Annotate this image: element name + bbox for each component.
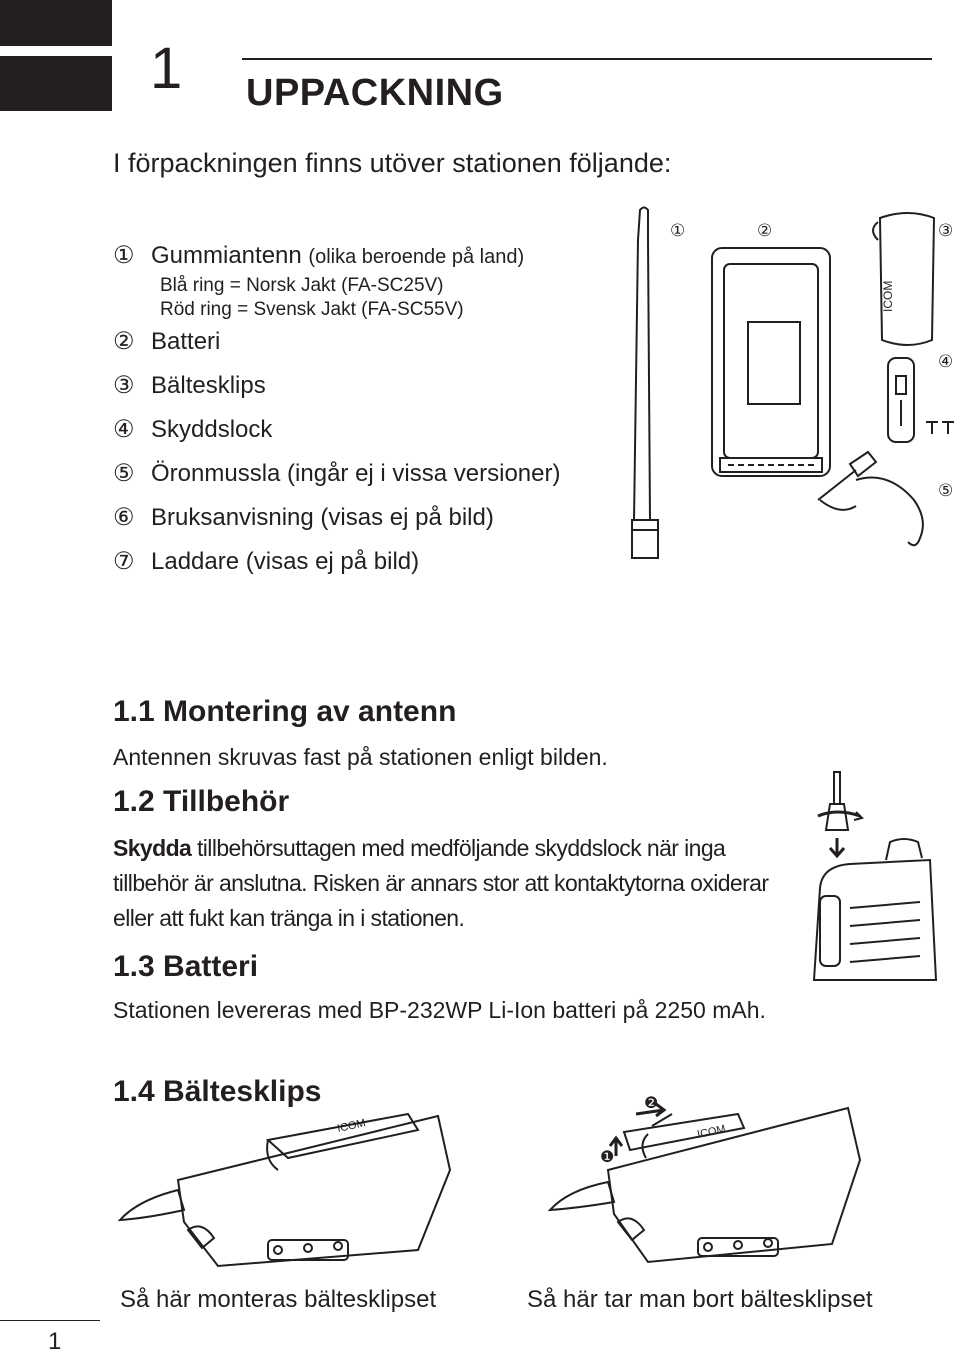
item-label: Öronmussla (ingår ej i vissa versioner) [151,460,561,487]
item-label: Skyddslock [151,416,273,443]
item-label: Batteri [151,328,221,355]
item-number: ⑥ [113,504,135,531]
caption-remove: Så här tar man bort bältesklipset [527,1286,873,1313]
chapter-title: UPPACKNING [246,72,504,114]
item-number: ④ [113,416,135,443]
chapter-number: 1 [150,36,183,101]
belt-clip-mount-illustration [118,1110,458,1270]
section-title-belt-clip: 1.4 Bältesklips [113,1074,322,1108]
list-item-battery [113,330,220,360]
section-title-accessories: 1.2 Tillbehör [113,784,290,818]
figure-label-4: ④ [938,352,954,371]
figure-label-3: ③ [938,221,954,240]
paragraph-text: tillbehörsuttagen med medföljande skyddslock när inga tillbehör är anslutna. Risken är annars stor att kontaktytorna oxiderar eller att fukt kan tränga in i stationen. [113,835,769,931]
item-number: ⑤ [113,460,135,487]
list-item-antenna [113,244,524,274]
corner-block-top [0,0,112,46]
item-subline: Blå ring = Norsk Jakt (FA-SC25V) [160,275,444,296]
list-item-charger [113,550,419,580]
list-item-belt-clip [113,374,266,404]
list-item-jack-cover [113,418,272,448]
item-label: Bältesklips [151,372,266,399]
section-text-antenna: Antennen skruvas fast på stationen enligt bilden. [113,744,608,770]
corner-block-bottom [0,56,112,111]
antenna-mounting-illustration [810,768,940,982]
list-item-earpiece [113,462,560,492]
item-number: ③ [113,372,135,399]
intro-text: I förpackningen finns utöver stationen följande: [113,148,672,178]
step-label-2: ❷ [644,1095,659,1112]
emphasis-text: Skydda [113,835,192,861]
clip-logo: ICOM [336,1117,367,1135]
section-title-antenna: 1.1 Montering av antenn [113,694,457,728]
item-label: Laddare (visas ej på bild) [151,548,420,575]
section-title-battery: 1.3 Batteri [113,949,259,983]
belt-clip-remove-illustration [548,1094,878,1270]
step-label-1: ❶ [600,1149,615,1166]
page-number: 1 [48,1328,62,1355]
section-text-accessories [113,831,793,936]
caption-mount: Så här monteras bältesklipset [120,1286,437,1313]
accessories-illustration [620,200,960,580]
footer-rule [0,1320,100,1321]
chapter-rule [242,58,932,60]
list-item-manual [113,506,494,536]
item-number: ⑦ [113,548,135,575]
clip-logo: ICOM [696,1123,727,1141]
item-label: Gummiantenn [151,242,302,269]
item-subline: Röd ring = Svensk Jakt (FA-SC55V) [160,299,464,320]
item-note: (olika beroende på land) [308,246,525,268]
section-text-battery: Stationen levereras med BP-232WP Li-Ion batteri på 2250 mAh. [113,997,766,1023]
item-label: Bruksanvisning (visas ej på bild) [151,504,494,531]
item-number: ② [113,328,135,355]
figure-label-5: ⑤ [938,481,954,500]
clip-logo: ICOM [881,280,895,312]
figure-label-1: ① [670,221,686,240]
figure-label-2: ② [757,221,773,240]
item-number: ① [113,242,135,269]
